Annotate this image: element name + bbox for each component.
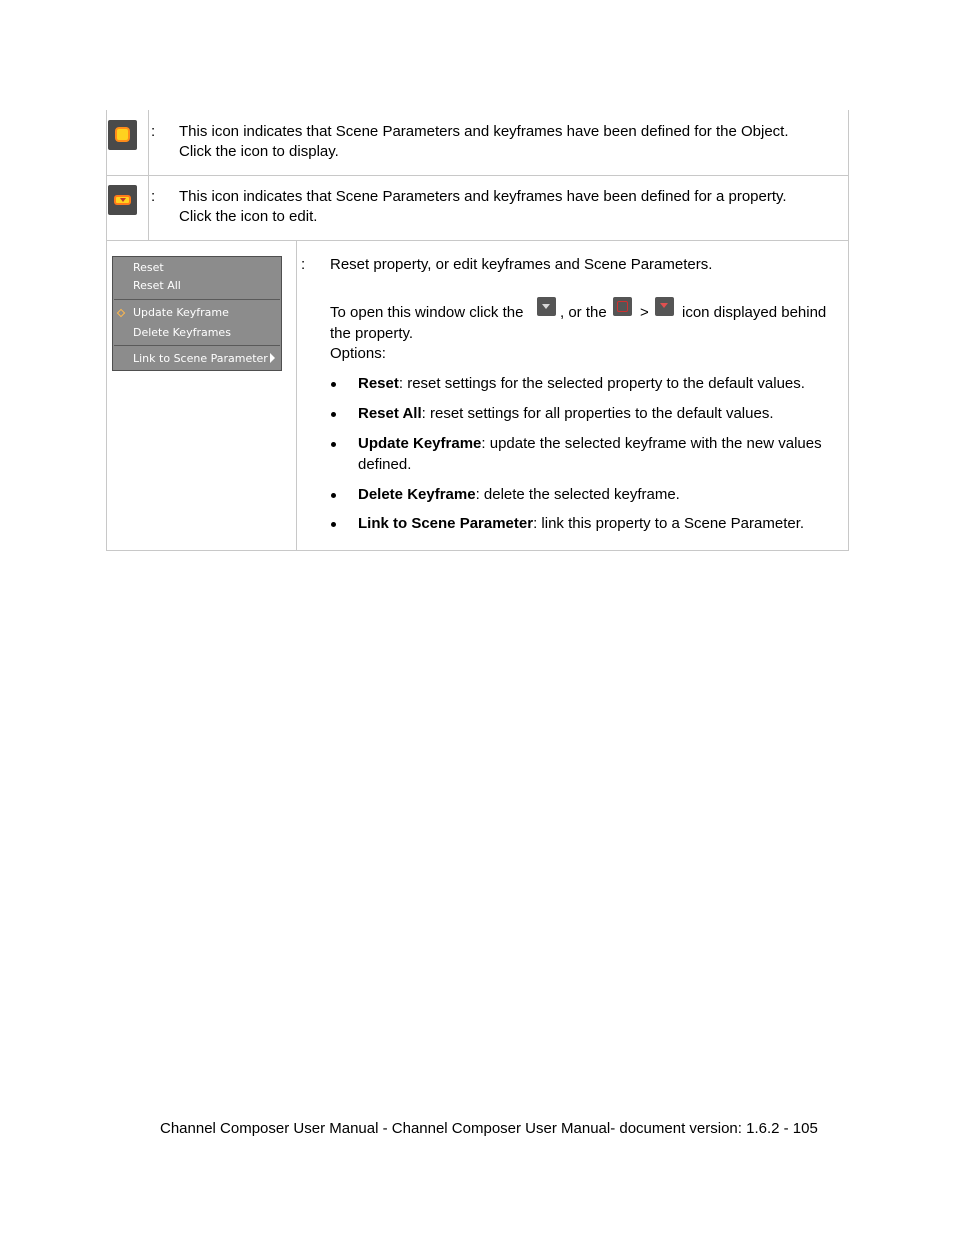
- table-border-right: [848, 110, 849, 551]
- property-scene-parameter-icon-glyph: [114, 195, 131, 205]
- red-chevron-down-icon: [655, 297, 674, 316]
- object-scene-parameter-icon[interactable]: [108, 120, 137, 150]
- option-update-keyframe: [358, 434, 822, 454]
- option-delete-keyframe: [358, 485, 680, 505]
- option-reset-all: [358, 404, 774, 424]
- bullet-icon: [331, 382, 336, 387]
- menu-separator: [114, 345, 280, 346]
- open-instructions-part4: icon displayed behind: [682, 304, 827, 321]
- bullet-icon: [331, 442, 336, 447]
- option-desc: : link this property to a Scene Parameter.: [533, 515, 805, 532]
- row1-description-line1: This icon indicates that Scene Parameters and keyframes have been defined for the Object.: [179, 123, 789, 140]
- row3-intro: Reset property, or edit keyframes and Scene Parameters.: [330, 256, 713, 273]
- option-term: Link to Scene Parameter: [358, 515, 534, 532]
- table-row-divider-2: [106, 240, 849, 241]
- row2-description-line1: This icon indicates that Scene Parameters and keyframes have been defined for a property.: [179, 188, 787, 205]
- keyframe-diamond-icon: [117, 309, 125, 317]
- option-desc: : reset settings for all properties to the default values.: [421, 405, 774, 422]
- menu-item-delete-keyframes[interactable]: Delete Keyframes: [133, 326, 231, 339]
- row2-separator: :: [151, 188, 156, 205]
- page-footer: Channel Composer User Manual - Channel Composer User Manual- document version: 1.6.2 - 105: [160, 1120, 818, 1137]
- open-instructions-part2: , or the: [560, 304, 607, 321]
- menu-item-reset-all[interactable]: Reset All: [133, 279, 181, 292]
- option-link-to-scene-parameter: [358, 514, 804, 534]
- option-desc: : update the selected keyframe with the new values: [481, 435, 822, 452]
- table-row-divider-1: [106, 175, 849, 176]
- table-border-bottom: [106, 550, 849, 551]
- option-term: Delete Keyframe: [358, 486, 476, 503]
- object-scene-parameter-icon-glyph: [115, 127, 130, 142]
- option-term: Reset All: [358, 405, 422, 422]
- menu-item-link-to-scene-parameter[interactable]: Link to Scene Parameter: [133, 352, 268, 365]
- row1-description-line2: Click the icon to display.: [179, 143, 339, 160]
- menu-separator: [114, 299, 280, 300]
- option-term: Update Keyframe: [358, 435, 482, 452]
- row3-separator: :: [301, 256, 306, 273]
- option-desc: : delete the selected keyframe.: [475, 486, 680, 503]
- bullet-icon: [331, 493, 336, 498]
- open-instructions-part3: >: [640, 304, 649, 321]
- bullet-icon: [331, 412, 336, 417]
- table-border-left: [106, 110, 107, 551]
- row1-separator: :: [151, 123, 156, 140]
- chevron-down-icon: [537, 297, 556, 316]
- option-update-keyframe-line2: defined.: [358, 456, 412, 473]
- option-desc: : reset settings for the selected property to the default values.: [398, 375, 805, 392]
- submenu-arrow-icon: [270, 353, 275, 363]
- table-col-divider-bottom: [296, 241, 297, 551]
- bullet-icon: [331, 522, 336, 527]
- keyframe-context-menu: [112, 256, 282, 371]
- scene-parameter-square-icon: [613, 297, 632, 316]
- open-instructions-line2: the property.: [330, 325, 414, 342]
- row2-description-line2: Click the icon to edit.: [179, 208, 318, 225]
- menu-item-update-keyframe[interactable]: Update Keyframe: [133, 306, 229, 319]
- option-reset: [358, 374, 805, 394]
- option-term: Reset: [358, 375, 399, 392]
- options-label: Options:: [330, 345, 386, 362]
- open-instructions-part1: To open this window click the: [330, 304, 524, 321]
- property-scene-parameter-icon[interactable]: [108, 185, 137, 215]
- menu-item-reset[interactable]: Reset: [133, 261, 164, 274]
